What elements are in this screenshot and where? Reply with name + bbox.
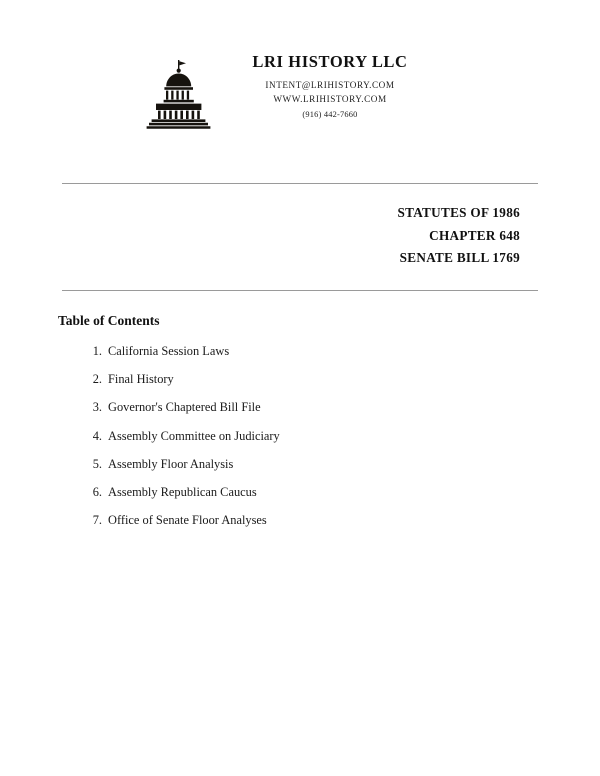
toc-item-number: 5. <box>92 456 102 471</box>
list-item[interactable] <box>84 514 600 528</box>
statute-heading <box>0 184 600 270</box>
list-item[interactable] <box>84 373 600 387</box>
capitol-dome-icon <box>142 58 216 130</box>
toc-item-number: 2. <box>92 372 102 387</box>
toc-list <box>58 345 600 527</box>
list-item[interactable] <box>84 401 600 415</box>
company-phone: (916) 442-7660 <box>302 110 358 119</box>
toc-item-number: 6. <box>92 484 102 499</box>
toc-title: Table of Contents <box>58 313 160 329</box>
toc-item-number: 4. <box>92 428 102 443</box>
bill-number: SENATE BILL 1769 <box>399 250 520 266</box>
company-website: WWW.LRIHISTORY.COM <box>273 94 387 104</box>
list-item[interactable] <box>84 430 600 444</box>
toc-item-label: California Session Laws <box>108 344 230 359</box>
statutes-year: STATUTES OF 1986 <box>397 205 520 220</box>
toc-item-label: Office of Senate Floor Analyses <box>108 512 267 527</box>
toc-item-label: Governor's Chaptered Bill File <box>108 400 261 415</box>
list-item[interactable] <box>84 486 600 500</box>
toc-item-number: 3. <box>92 400 102 415</box>
company-name: LRI HISTORY LLC <box>252 52 408 71</box>
chapter-number: CHAPTER 648 <box>429 227 520 243</box>
toc-item-label: Final History <box>108 372 174 387</box>
masthead <box>0 52 600 119</box>
toc-item-number: 1. <box>92 344 102 359</box>
toc-item-label: Assembly Republican Caucus <box>108 484 257 499</box>
letterhead <box>0 0 600 147</box>
list-item[interactable] <box>84 345 600 359</box>
toc-item-label: Assembly Floor Analysis <box>108 456 234 471</box>
toc-item-number: 7. <box>92 512 102 527</box>
table-of-contents <box>0 291 600 527</box>
company-email: INTENT@LRIHISTORY.COM <box>265 80 395 90</box>
toc-item-label: Assembly Committee on Judiciary <box>108 428 280 443</box>
list-item[interactable] <box>84 458 600 472</box>
